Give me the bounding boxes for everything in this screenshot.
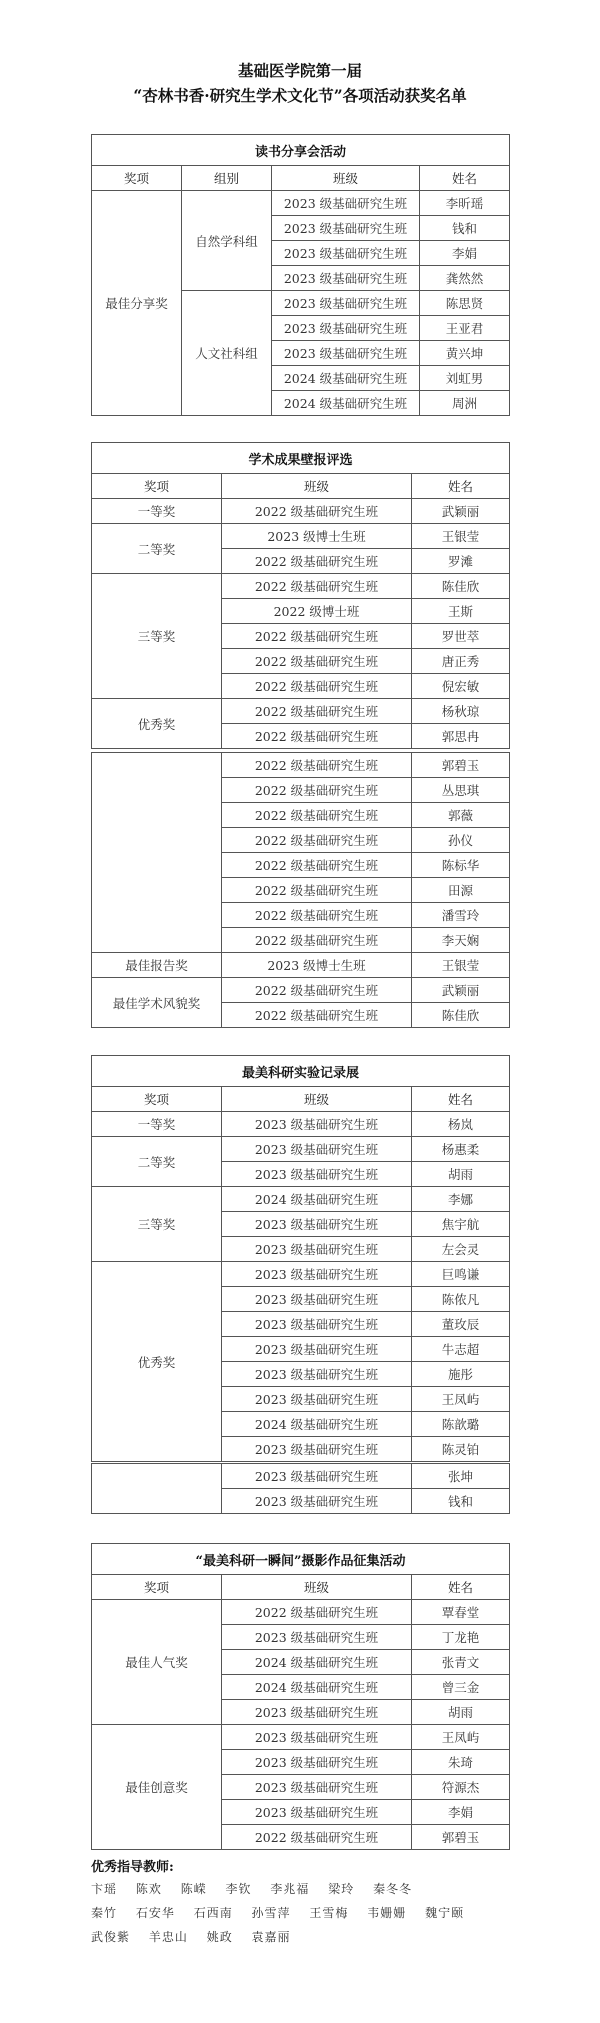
name-cell: 王银莹: [412, 524, 510, 549]
poster-table: [91, 442, 510, 749]
table-row: [92, 699, 510, 724]
name-cell: 黄兴坤: [420, 341, 510, 366]
class-cell: 2024 级基础研究生班: [222, 1650, 412, 1675]
teacher-name: 姚政: [206, 1930, 233, 1944]
name-cell: 陈灵铂: [412, 1437, 510, 1462]
name-cell: 倪宏敏: [412, 674, 510, 699]
teachers-line-3: [91, 1928, 305, 1945]
class-cell: 2023 级基础研究生班: [222, 1489, 412, 1514]
award-cell: 一等奖: [92, 1112, 222, 1137]
class-cell: 2022 级基础研究生班: [222, 724, 412, 749]
award-cell: 优秀奖: [92, 699, 222, 749]
name-cell: 杨惠柔: [412, 1137, 510, 1162]
name-cell: 左会灵: [412, 1237, 510, 1262]
poster-caption: 学术成果壁报评选: [92, 443, 510, 474]
name-cell: 张青文: [412, 1650, 510, 1675]
name-cell: 唐正秀: [412, 649, 510, 674]
class-cell: 2022 级基础研究生班: [222, 549, 412, 574]
reading-header-row: [92, 166, 510, 191]
name-cell: 周洲: [420, 391, 510, 416]
name-cell: 胡雨: [412, 1700, 510, 1725]
teacher-name: 魏宁颐: [425, 1906, 465, 1920]
class-cell: 2022 级基础研究生班: [222, 699, 412, 724]
experiment-table-continued: [91, 1463, 510, 1514]
name-cell: 李娜: [412, 1187, 510, 1212]
teachers-heading: 优秀指导教师:: [91, 1860, 174, 1875]
photo-header-row: [92, 1575, 510, 1600]
header-award: 奖项: [92, 1087, 222, 1112]
teacher-name: 秦冬冬: [373, 1882, 413, 1896]
name-cell: 王亚君: [420, 316, 510, 341]
name-cell: 杨岚: [412, 1112, 510, 1137]
name-cell: 符源杰: [412, 1775, 510, 1800]
class-cell: 2022 级基础研究生班: [222, 1600, 412, 1625]
class-cell: 2022 级基础研究生班: [222, 878, 412, 903]
name-cell: 田源: [412, 878, 510, 903]
award-cell-empty: [92, 1464, 222, 1514]
teacher-name: 袁嘉丽: [251, 1930, 291, 1944]
header-name: 姓名: [412, 1087, 510, 1112]
name-cell: 王凤屿: [412, 1387, 510, 1412]
award-cell: 最佳报告奖: [92, 953, 222, 978]
poster-table-continued: [91, 752, 510, 1028]
class-cell: 2022 级基础研究生班: [222, 928, 412, 953]
name-cell: 丛思琪: [412, 778, 510, 803]
header-name: 姓名: [412, 474, 510, 499]
class-cell: 2023 级基础研究生班: [222, 1700, 412, 1725]
name-cell: 罗世萃: [412, 624, 510, 649]
teacher-name: 李兆福: [270, 1882, 310, 1896]
class-cell: 2023 级基础研究生班: [222, 1800, 412, 1825]
class-cell: 2024 级基础研究生班: [272, 366, 420, 391]
class-cell: 2024 级基础研究生班: [222, 1675, 412, 1700]
table-row: [92, 753, 510, 778]
header-award: 奖项: [92, 166, 182, 191]
name-cell: 李娟: [412, 1800, 510, 1825]
document-title-line2: “杏林书香·研究生学术文化节”各项活动获奖名单: [133, 86, 467, 105]
header-class: 班级: [222, 1575, 412, 1600]
class-cell: 2023 级博士生班: [222, 953, 412, 978]
name-cell: 施彤: [412, 1362, 510, 1387]
class-cell: 2023 级基础研究生班: [272, 341, 420, 366]
teachers-line-1: [91, 1880, 426, 1897]
name-cell: 潘雪玲: [412, 903, 510, 928]
teacher-name: 陈嵘: [180, 1882, 207, 1896]
class-cell: 2023 级基础研究生班: [272, 316, 420, 341]
table-row: [92, 1187, 510, 1212]
name-cell: 杨秋琼: [412, 699, 510, 724]
class-cell: 2022 级基础研究生班: [222, 1825, 412, 1850]
award-cell: 最佳分享奖: [92, 191, 182, 416]
name-cell: 李天娴: [412, 928, 510, 953]
header-group: 组别: [182, 166, 272, 191]
table-row: [92, 1600, 510, 1625]
teacher-name: 石西南: [193, 1906, 233, 1920]
class-cell: 2023 级基础研究生班: [222, 1137, 412, 1162]
experiment-caption: 最美科研实验记录展: [92, 1056, 510, 1087]
table-row: [92, 1137, 510, 1162]
photo-caption: “最美科研一瞬间”摄影作品征集活动: [92, 1544, 510, 1575]
name-cell: 李昕瑶: [420, 191, 510, 216]
name-cell: 陈思贤: [420, 291, 510, 316]
class-cell: 2024 级基础研究生班: [222, 1187, 412, 1212]
table-row: [92, 191, 510, 216]
class-cell: 2023 级基础研究生班: [222, 1162, 412, 1187]
name-cell: 郭思冉: [412, 724, 510, 749]
name-cell: 陈佳欣: [412, 574, 510, 599]
class-cell: 2023 级基础研究生班: [222, 1262, 412, 1287]
class-cell: 2022 级基础研究生班: [222, 803, 412, 828]
class-cell: 2023 级基础研究生班: [272, 191, 420, 216]
teacher-name: 武俊紫: [91, 1930, 131, 1944]
class-cell: 2022 级基础研究生班: [222, 499, 412, 524]
class-cell: 2022 级基础研究生班: [222, 978, 412, 1003]
teacher-name: 卞瑶: [91, 1882, 118, 1896]
name-cell: 刘虹男: [420, 366, 510, 391]
class-cell: 2024 级基础研究生班: [272, 391, 420, 416]
class-cell: 2023 级基础研究生班: [222, 1387, 412, 1412]
reading-caption: 读书分享会活动: [92, 135, 510, 166]
name-cell: 王银莹: [412, 953, 510, 978]
award-cell: 优秀奖: [92, 1262, 222, 1462]
class-cell: 2022 级基础研究生班: [222, 903, 412, 928]
class-cell: 2023 级博士生班: [222, 524, 412, 549]
document-title-line1: 基础医学院第一届: [237, 61, 362, 80]
experiment-table: [91, 1055, 510, 1462]
class-cell: 2022 级基础研究生班: [222, 753, 412, 778]
class-cell: 2022 级基础研究生班: [222, 778, 412, 803]
class-cell: 2023 级基础研究生班: [272, 241, 420, 266]
header-award: 奖项: [92, 474, 222, 499]
table-row: [92, 978, 510, 1003]
award-cell: 一等奖: [92, 499, 222, 524]
name-cell: 罗滩: [412, 549, 510, 574]
name-cell: 覃春堂: [412, 1600, 510, 1625]
name-cell: 陈侬凡: [412, 1287, 510, 1312]
class-cell: 2023 级基础研究生班: [272, 291, 420, 316]
teacher-name: 石安华: [135, 1906, 175, 1920]
award-cell: 最佳人气奖: [92, 1600, 222, 1725]
table-row: [92, 574, 510, 599]
class-cell: 2022 级基础研究生班: [222, 853, 412, 878]
class-cell: 2023 级基础研究生班: [222, 1725, 412, 1750]
teacher-name: 孙雪萍: [251, 1906, 291, 1920]
class-cell: 2023 级基础研究生班: [222, 1464, 412, 1489]
poster-header-row: [92, 474, 510, 499]
experiment-header-row: [92, 1087, 510, 1112]
table-row: [92, 1262, 510, 1287]
name-cell: 武颖丽: [412, 978, 510, 1003]
teacher-name: 韦姗姗: [367, 1906, 407, 1920]
award-cell: 三等奖: [92, 1187, 222, 1262]
class-cell: 2023 级基础研究生班: [222, 1750, 412, 1775]
name-cell: 丁龙艳: [412, 1625, 510, 1650]
name-cell: 朱琦: [412, 1750, 510, 1775]
class-cell: 2022 级基础研究生班: [222, 574, 412, 599]
name-cell: 王斯: [412, 599, 510, 624]
teacher-name: 王雪梅: [309, 1906, 349, 1920]
award-cell: 二等奖: [92, 1137, 222, 1187]
name-cell: 龚然然: [420, 266, 510, 291]
name-cell: 曾三金: [412, 1675, 510, 1700]
class-cell: 2023 级基础研究生班: [222, 1112, 412, 1137]
teacher-name: 陈欢: [135, 1882, 162, 1896]
class-cell: 2022 级基础研究生班: [222, 1003, 412, 1028]
photo-table: [91, 1543, 510, 1850]
header-name: 姓名: [420, 166, 510, 191]
award-cell: 最佳学术风貌奖: [92, 978, 222, 1028]
teacher-name: 秦竹: [91, 1906, 118, 1920]
name-cell: 郭碧玉: [412, 753, 510, 778]
class-cell: 2023 级基础研究生班: [222, 1775, 412, 1800]
table-row: [92, 1112, 510, 1137]
teacher-name: 羊忠山: [148, 1930, 188, 1944]
group-cell: 自然学科组: [182, 191, 272, 291]
award-cell: 最佳创意奖: [92, 1725, 222, 1850]
class-cell: 2024 级基础研究生班: [222, 1412, 412, 1437]
name-cell: 焦宇航: [412, 1212, 510, 1237]
name-cell: 郭碧玉: [412, 1825, 510, 1850]
group-cell: 人文社科组: [182, 291, 272, 416]
class-cell: 2023 级基础研究生班: [222, 1312, 412, 1337]
class-cell: 2022 级基础研究生班: [222, 674, 412, 699]
name-cell: 陈歆璐: [412, 1412, 510, 1437]
header-name: 姓名: [412, 1575, 510, 1600]
class-cell: 2023 级基础研究生班: [222, 1625, 412, 1650]
name-cell: 陈佳欣: [412, 1003, 510, 1028]
table-row: [92, 1725, 510, 1750]
class-cell: 2023 级基础研究生班: [272, 216, 420, 241]
table-row: [92, 524, 510, 549]
class-cell: 2022 级博士班: [222, 599, 412, 624]
class-cell: 2023 级基础研究生班: [222, 1337, 412, 1362]
name-cell: 王凤屿: [412, 1725, 510, 1750]
table-row: [92, 1464, 510, 1489]
class-cell: 2022 级基础研究生班: [222, 828, 412, 853]
class-cell: 2023 级基础研究生班: [222, 1362, 412, 1387]
class-cell: 2023 级基础研究生班: [222, 1287, 412, 1312]
award-cell: 二等奖: [92, 524, 222, 574]
name-cell: 胡雨: [412, 1162, 510, 1187]
table-row: [92, 953, 510, 978]
name-cell: 陈标华: [412, 853, 510, 878]
header-class: 班级: [222, 1087, 412, 1112]
name-cell: 孙仪: [412, 828, 510, 853]
award-cell-empty: [92, 753, 222, 953]
header-class: 班级: [272, 166, 420, 191]
award-cell: 三等奖: [92, 574, 222, 699]
class-cell: 2022 级基础研究生班: [222, 624, 412, 649]
reading-table: [91, 134, 510, 416]
class-cell: 2023 级基础研究生班: [222, 1212, 412, 1237]
teacher-name: 梁玲: [328, 1882, 355, 1896]
class-cell: 2022 级基础研究生班: [222, 649, 412, 674]
header-award: 奖项: [92, 1575, 222, 1600]
header-class: 班级: [222, 474, 412, 499]
class-cell: 2023 级基础研究生班: [222, 1237, 412, 1262]
name-cell: 李娟: [420, 241, 510, 266]
name-cell: 钱和: [412, 1489, 510, 1514]
name-cell: 钱和: [420, 216, 510, 241]
class-cell: 2023 级基础研究生班: [222, 1437, 412, 1462]
table-row: [92, 499, 510, 524]
teachers-line-2: [91, 1904, 478, 1921]
name-cell: 董玫辰: [412, 1312, 510, 1337]
name-cell: 巨鸣谦: [412, 1262, 510, 1287]
name-cell: 郭薇: [412, 803, 510, 828]
class-cell: 2023 级基础研究生班: [272, 266, 420, 291]
teacher-name: 李钦: [225, 1882, 252, 1896]
name-cell: 牛志超: [412, 1337, 510, 1362]
name-cell: 张坤: [412, 1464, 510, 1489]
name-cell: 武颖丽: [412, 499, 510, 524]
